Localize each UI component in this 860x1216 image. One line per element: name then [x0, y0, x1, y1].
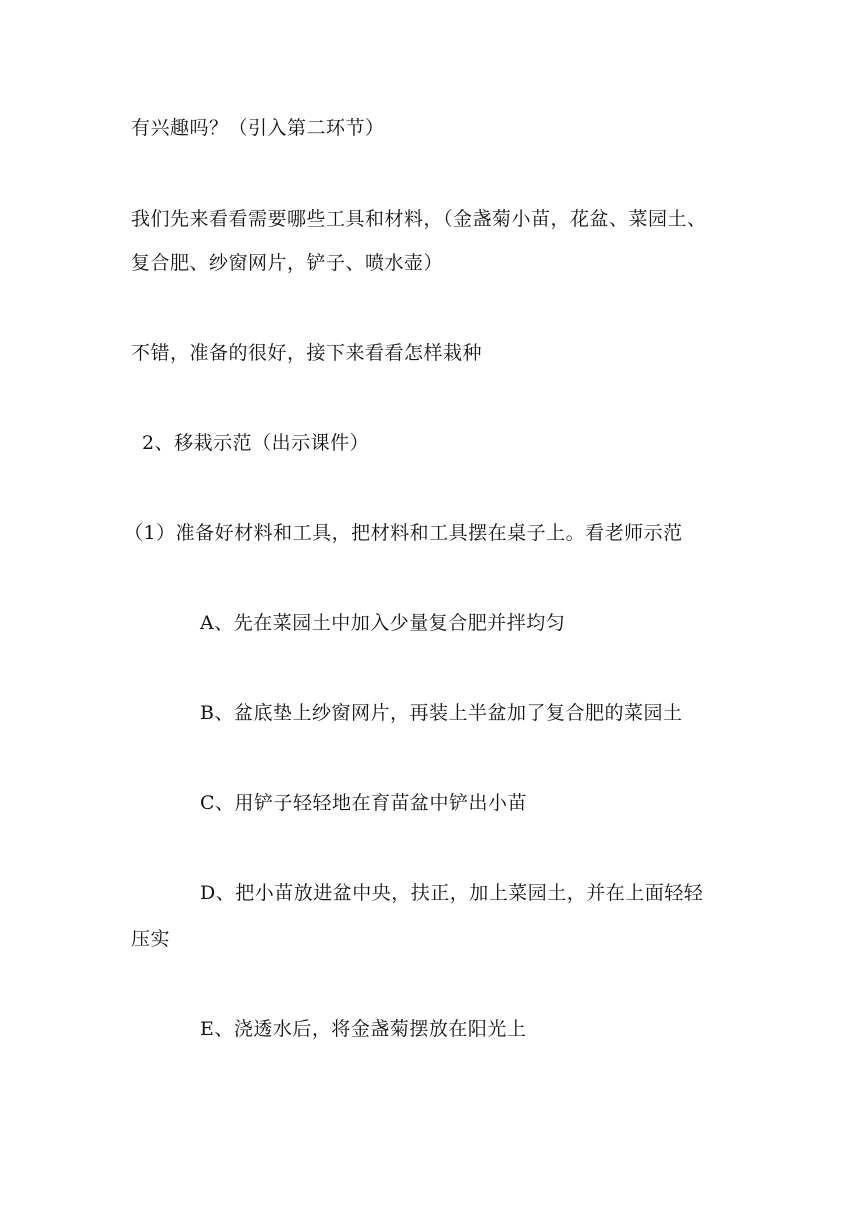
step-d-cont: 压实: [131, 928, 171, 950]
step-1-prepare: （1）准备好材料和工具，把材料和工具摆在桌子上。看老师示范: [124, 522, 683, 544]
text-line-tools-materials-cont: 复合肥、纱窗网片，铲子、喷水壶）: [131, 252, 444, 274]
step-e: E、浇透水后，将金盏菊摆放在阳光上: [200, 1018, 527, 1040]
text-line-tools-materials: 我们先来看看需要哪些工具和材料，（金盏菊小苗，花盆、菜园土、: [131, 208, 707, 230]
step-b: B、盆底垫上纱窗网片，再装上半盆加了复合肥的菜园土: [200, 702, 683, 724]
text-line-intro-question: 有兴趣吗？（引入第二环节）: [131, 117, 385, 139]
step-c: C、用铲子轻轻地在育苗盆中铲出小苗: [200, 792, 528, 814]
section-heading-transplant-demo: 2、移栽示范（出示课件）: [142, 432, 370, 454]
text-line-praise: 不错，准备的很好，接下来看看怎样栽种: [131, 342, 483, 364]
step-a: A、先在菜园土中加入少量复合肥并拌均匀: [200, 612, 566, 634]
step-d: D、把小苗放进盆中央，扶正，加上菜园土，并在上面轻轻: [200, 882, 704, 904]
